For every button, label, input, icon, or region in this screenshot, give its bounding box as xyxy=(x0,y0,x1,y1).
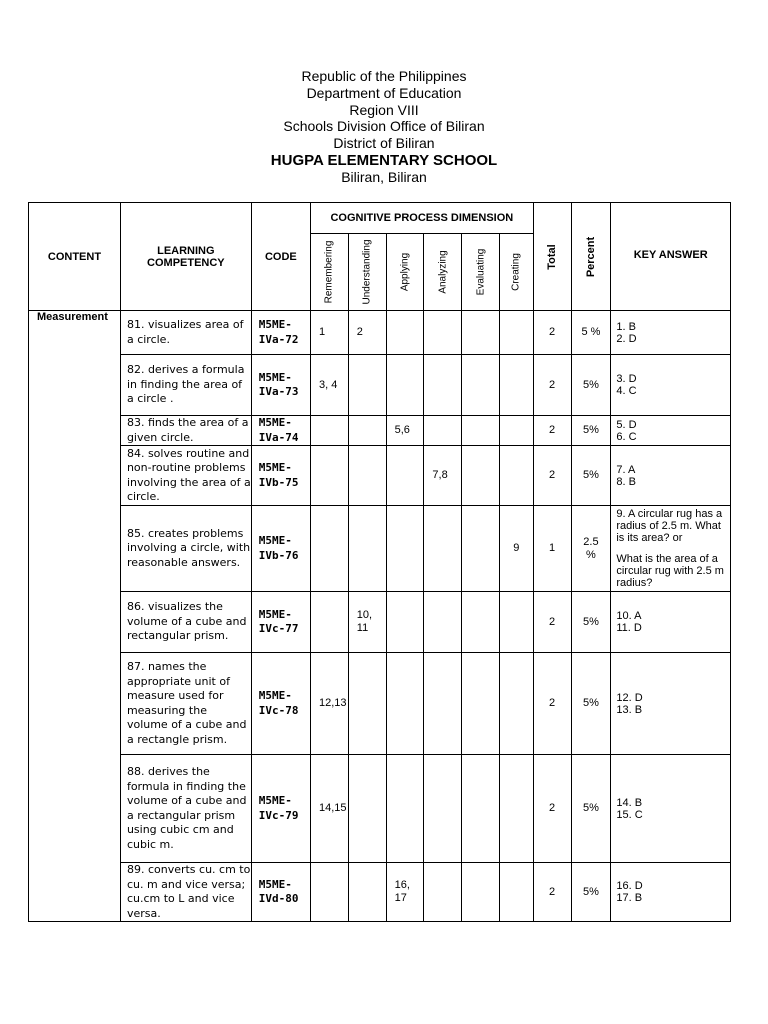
table-row xyxy=(29,446,731,506)
item-remembering xyxy=(311,592,349,653)
learning-competency: 81. visualizes area of a circle. xyxy=(120,311,251,355)
header-division: Schools Division Office of Biliran xyxy=(283,118,485,135)
header-understanding: Understanding xyxy=(348,234,386,311)
competency-code: M5ME-IVc-77 xyxy=(251,592,310,653)
item-remembering xyxy=(311,416,349,446)
total-items: 2 xyxy=(533,446,571,506)
item-creating xyxy=(499,416,533,446)
item-understanding xyxy=(348,355,386,416)
item-creating xyxy=(499,863,533,922)
key-answer-line: 2. D xyxy=(616,332,637,345)
key-answer xyxy=(611,506,731,592)
item-understanding: 10, 11 xyxy=(348,592,386,653)
key-answer-line: 8. B xyxy=(616,475,636,488)
percent-value: 5% xyxy=(571,592,611,653)
content-measurement: Measurement xyxy=(29,311,121,922)
item-analyzing xyxy=(424,416,462,446)
item-remembering: 14,15 xyxy=(311,755,349,863)
item-applying xyxy=(386,311,424,355)
item-analyzing xyxy=(424,355,462,416)
item-applying xyxy=(386,592,424,653)
key-answer-line: What is the area of a circular rug with 2.5 m radius? xyxy=(616,553,724,589)
percent-value: 5% xyxy=(571,755,611,863)
key-answer-line: 12. D xyxy=(616,691,643,704)
key-answer-line: 6. C xyxy=(616,430,637,443)
item-evaluating xyxy=(462,863,500,922)
learning-competency: 86. visualizes the volume of a cube and rectangular prism. xyxy=(120,592,251,653)
item-understanding xyxy=(348,446,386,506)
key-answer xyxy=(611,755,731,863)
item-evaluating xyxy=(462,446,500,506)
item-remembering xyxy=(311,506,349,592)
key-answer-line: 3. D xyxy=(616,373,637,385)
header-competency: LEARNING COMPETENCY xyxy=(120,203,251,311)
header-republic: Republic of the Philippines xyxy=(301,68,467,84)
key-answer xyxy=(611,311,731,355)
learning-competency: 87. names the appropriate unit of measure used for measuring the volume of a cube and a rectangle prism. xyxy=(120,653,251,755)
item-creating xyxy=(499,755,533,863)
item-remembering xyxy=(311,446,349,506)
learning-competency: 83. finds the area of a given circle. xyxy=(120,416,251,446)
total-items: 2 xyxy=(533,755,571,863)
key-answer xyxy=(611,592,731,653)
item-creating xyxy=(499,355,533,416)
table-row xyxy=(29,506,731,592)
header-creating: Creating xyxy=(499,234,533,311)
competency-code: M5ME-IVd-80 xyxy=(251,863,310,922)
key-answer-line: 17. B xyxy=(616,892,643,904)
item-analyzing xyxy=(424,311,462,355)
item-evaluating xyxy=(462,755,500,863)
key-answer xyxy=(611,446,731,506)
item-understanding xyxy=(348,416,386,446)
total-items: 2 xyxy=(533,355,571,416)
table-row xyxy=(29,653,731,755)
item-evaluating xyxy=(462,311,500,355)
total-items: 1 xyxy=(533,506,571,592)
item-analyzing: 7,8 xyxy=(424,446,462,506)
key-answer xyxy=(611,653,731,755)
header-applying: Applying xyxy=(386,234,424,311)
key-answer xyxy=(611,863,731,922)
key-answer xyxy=(611,355,731,416)
item-creating xyxy=(499,592,533,653)
item-applying xyxy=(386,355,424,416)
item-remembering: 3, 4 xyxy=(311,355,349,416)
item-evaluating xyxy=(462,416,500,446)
key-answer-line: 11. D xyxy=(616,622,642,634)
total-items: 2 xyxy=(533,592,571,653)
header-region: Region VIII xyxy=(349,101,419,118)
header-remembering: Remembering xyxy=(311,234,349,311)
key-answer-line: 7. A xyxy=(616,463,636,476)
item-creating xyxy=(499,311,533,355)
item-analyzing xyxy=(424,592,462,653)
percent-value: 2.5 % xyxy=(571,506,611,592)
learning-competency: 84. solves routine and non-routine problems involving the area of a circle. xyxy=(120,446,251,506)
item-evaluating xyxy=(462,506,500,592)
item-remembering: 1 xyxy=(311,311,349,355)
table-row xyxy=(29,592,731,653)
item-understanding xyxy=(348,755,386,863)
key-answer-line: 13. B xyxy=(616,703,643,716)
header-department: Department of Education xyxy=(306,84,462,101)
item-applying xyxy=(386,653,424,755)
key-answer-line: 1. B xyxy=(616,320,636,333)
item-creating xyxy=(499,653,533,755)
percent-value: 5% xyxy=(571,863,611,922)
learning-competency: 88. derives the formula in finding the volume of a cube and a rectangular prism using cubic cm and cubic m. xyxy=(120,755,251,863)
item-analyzing xyxy=(424,755,462,863)
header-percent: Percent xyxy=(571,203,611,311)
item-evaluating xyxy=(462,355,500,416)
item-understanding xyxy=(348,863,386,922)
header-key-answer: KEY ANSWER xyxy=(611,203,731,311)
total-items: 2 xyxy=(533,863,571,922)
item-analyzing xyxy=(424,506,462,592)
school-name: HUGPA ELEMENTARY SCHOOL xyxy=(270,151,498,169)
competency-code: M5ME-IVa-74 xyxy=(251,416,310,446)
competency-code: M5ME-IVc-79 xyxy=(251,755,310,863)
total-items: 2 xyxy=(533,311,571,355)
item-understanding xyxy=(348,506,386,592)
item-applying: 16, 17 xyxy=(386,863,424,922)
table-of-specifications xyxy=(28,202,731,922)
percent-value: 5% xyxy=(571,355,611,416)
table-row xyxy=(29,311,731,355)
percent-value: 5% xyxy=(571,653,611,755)
item-analyzing xyxy=(424,653,462,755)
learning-competency: 82. derives a formula in finding the area of a circle . xyxy=(120,355,251,416)
key-answer xyxy=(611,416,731,446)
header-cognitive-dimension: COGNITIVE PROCESS DIMENSION xyxy=(311,203,534,234)
key-answer-line: 14. B xyxy=(616,796,643,809)
item-creating: 9 xyxy=(499,506,533,592)
total-items: 2 xyxy=(533,653,571,755)
key-answer-line: 15. C xyxy=(616,808,643,821)
key-answer-line: 5. D xyxy=(616,418,637,431)
learning-competency: 85. creates problems involving a circle, with reasonable answers. xyxy=(120,506,251,592)
header-district: District of Biliran xyxy=(333,135,435,152)
item-analyzing xyxy=(424,863,462,922)
header-evaluating: Evaluating xyxy=(462,234,500,311)
key-answer-line: 9. A circular rug has a radius of 2.5 m. What is its area? or xyxy=(616,508,723,544)
item-remembering: 12,13 xyxy=(311,653,349,755)
competency-code: M5ME-IVa-73 xyxy=(251,355,310,416)
key-answer-line: 16. D xyxy=(616,880,643,892)
total-items: 2 xyxy=(533,416,571,446)
item-applying xyxy=(386,755,424,863)
school-location: Biliran, Biliran xyxy=(341,168,427,185)
learning-competency: 89. converts cu. cm to cu. m and vice versa; cu.cm to L and vice versa. xyxy=(120,863,251,922)
item-understanding xyxy=(348,653,386,755)
item-evaluating xyxy=(462,592,500,653)
percent-value: 5 % xyxy=(571,311,611,355)
item-applying xyxy=(386,506,424,592)
percent-value: 5% xyxy=(571,416,611,446)
competency-code: M5ME-IVb-75 xyxy=(251,446,310,506)
header-content: CONTENT xyxy=(29,203,121,311)
table-row xyxy=(29,416,731,446)
item-evaluating xyxy=(462,653,500,755)
item-applying xyxy=(386,446,424,506)
header-analyzing: Analyzing xyxy=(424,234,462,311)
header-code: CODE xyxy=(251,203,310,311)
document-header xyxy=(0,68,768,186)
item-remembering xyxy=(311,863,349,922)
item-applying: 5,6 xyxy=(386,416,424,446)
key-answer-line: 4. C xyxy=(616,385,637,397)
key-answer-line: 10. A xyxy=(616,610,642,622)
table-row xyxy=(29,863,731,922)
competency-code: M5ME-IVa-72 xyxy=(251,311,310,355)
table-row xyxy=(29,755,731,863)
header-total: Total xyxy=(533,203,571,311)
item-creating xyxy=(499,446,533,506)
percent-value: 5% xyxy=(571,446,611,506)
competency-code: M5ME-IVb-76 xyxy=(251,506,310,592)
competency-code: M5ME-IVc-78 xyxy=(251,653,310,755)
table-row xyxy=(29,355,731,416)
item-understanding: 2 xyxy=(348,311,386,355)
